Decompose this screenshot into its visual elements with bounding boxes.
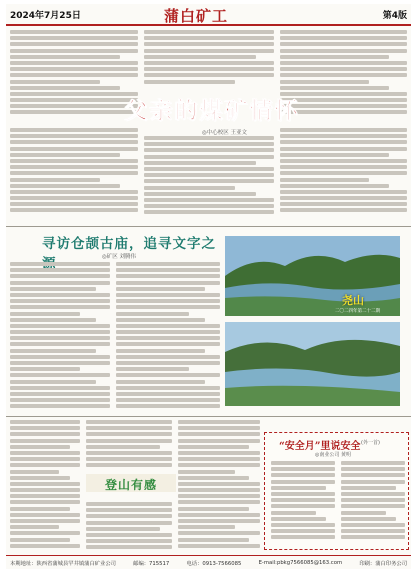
text-line bbox=[144, 186, 235, 190]
text-line bbox=[10, 355, 110, 359]
footer-address: 本期地址：陕西省蒲城县罕井镇蒲白矿业公司 bbox=[10, 560, 116, 567]
text-line bbox=[178, 451, 260, 455]
text-line bbox=[86, 463, 172, 467]
text-line bbox=[10, 80, 100, 84]
text-line bbox=[280, 165, 407, 169]
text-line bbox=[178, 507, 249, 511]
text-line bbox=[144, 80, 235, 84]
safety-byline: ◎南业公司 黄明 bbox=[315, 452, 351, 458]
article2-byline: ◎矿区 刘腾伟 bbox=[102, 254, 137, 260]
text-line bbox=[341, 511, 386, 515]
text-line bbox=[10, 386, 110, 390]
text-line bbox=[116, 398, 220, 402]
text-line bbox=[10, 476, 70, 480]
text-line bbox=[86, 420, 172, 424]
text-line bbox=[10, 519, 80, 523]
text-line bbox=[116, 355, 220, 359]
text-line bbox=[10, 349, 96, 353]
photo-river-valley bbox=[225, 322, 400, 406]
text-line bbox=[271, 461, 335, 465]
text-line bbox=[178, 538, 249, 542]
text-line bbox=[10, 153, 120, 157]
text-line bbox=[271, 535, 335, 539]
text-line bbox=[86, 502, 172, 506]
text-line bbox=[341, 504, 405, 508]
text-line bbox=[144, 198, 274, 202]
article1-col2 bbox=[144, 30, 274, 90]
text-line bbox=[10, 86, 120, 90]
text-line bbox=[86, 426, 172, 430]
text-line bbox=[10, 147, 138, 151]
text-line bbox=[10, 274, 110, 278]
text-line bbox=[341, 529, 405, 533]
text-line bbox=[10, 330, 110, 334]
article3-col1 bbox=[10, 420, 80, 552]
text-line bbox=[144, 173, 274, 177]
article3-col2 bbox=[86, 420, 172, 470]
article2-col1 bbox=[10, 262, 110, 412]
text-line bbox=[10, 305, 110, 309]
article3-title-text: 登山有感 bbox=[104, 478, 157, 492]
text-line bbox=[178, 457, 260, 461]
text-line bbox=[86, 451, 172, 455]
text-line bbox=[116, 336, 220, 340]
text-line bbox=[116, 274, 220, 278]
text-line bbox=[144, 192, 256, 196]
text-line bbox=[280, 190, 407, 194]
text-line bbox=[280, 140, 407, 144]
text-line bbox=[280, 49, 407, 53]
text-line bbox=[178, 482, 260, 486]
text-line bbox=[144, 42, 274, 46]
footer-phone: 电话：0913-7566085 bbox=[186, 560, 242, 567]
text-line bbox=[10, 380, 96, 384]
text-line bbox=[10, 494, 80, 498]
text-line bbox=[10, 293, 110, 297]
text-line bbox=[10, 457, 80, 461]
photo-date: 二〇二四年第二十二期 bbox=[335, 309, 380, 314]
text-line bbox=[280, 178, 369, 182]
text-line bbox=[341, 473, 405, 477]
text-line bbox=[86, 457, 172, 461]
article2-title bbox=[42, 232, 222, 250]
text-line bbox=[271, 511, 316, 515]
text-line bbox=[280, 36, 407, 40]
text-line bbox=[271, 492, 335, 496]
article2-col2 bbox=[116, 262, 220, 412]
text-line bbox=[10, 507, 70, 511]
text-line bbox=[271, 504, 335, 508]
text-line bbox=[10, 342, 110, 346]
text-line bbox=[116, 361, 220, 365]
text-line bbox=[86, 432, 172, 436]
text-line bbox=[178, 531, 260, 535]
text-line bbox=[144, 73, 274, 77]
text-line bbox=[10, 178, 100, 182]
safety-col2 bbox=[341, 461, 405, 545]
text-line bbox=[341, 492, 405, 496]
text-line bbox=[86, 445, 160, 449]
masthead bbox=[6, 4, 411, 26]
text-line bbox=[178, 420, 260, 424]
text-line bbox=[271, 473, 335, 477]
text-line bbox=[144, 179, 274, 183]
text-line bbox=[10, 268, 110, 272]
text-line bbox=[144, 136, 274, 140]
text-line bbox=[10, 544, 80, 548]
article3-col2b bbox=[86, 502, 172, 552]
safety-title: “安全月”里说安全 bbox=[279, 441, 361, 452]
text-line bbox=[10, 202, 138, 206]
text-line bbox=[144, 49, 274, 53]
text-line bbox=[10, 426, 80, 430]
text-line bbox=[10, 336, 110, 340]
text-line bbox=[10, 470, 59, 474]
article2-title-text: 寻访仓颉古庙，追寻文字之 bbox=[42, 236, 216, 252]
text-line bbox=[10, 165, 138, 169]
text-line bbox=[178, 476, 249, 480]
article1-col3b bbox=[280, 128, 407, 220]
text-line bbox=[280, 80, 369, 84]
text-line bbox=[178, 519, 260, 523]
safety-subtitle: (外一首) bbox=[361, 440, 380, 446]
text-line bbox=[10, 262, 110, 266]
article1-title-text: 父亲的煤矿情怀 bbox=[124, 97, 300, 124]
text-line bbox=[280, 55, 389, 59]
text-line bbox=[116, 268, 220, 272]
text-line bbox=[280, 153, 389, 157]
text-line bbox=[341, 517, 396, 521]
text-line bbox=[280, 42, 407, 46]
text-line bbox=[10, 367, 80, 371]
text-line bbox=[341, 523, 405, 527]
text-line bbox=[10, 171, 138, 175]
text-line bbox=[10, 128, 138, 132]
text-line bbox=[280, 171, 407, 175]
text-line bbox=[144, 67, 274, 71]
text-line bbox=[10, 500, 80, 504]
text-line bbox=[280, 202, 407, 206]
text-line bbox=[86, 439, 172, 443]
footer-email: E-mail:pbkg7566085@163.com bbox=[258, 559, 343, 566]
text-line bbox=[280, 184, 389, 188]
text-line bbox=[10, 439, 80, 443]
text-line bbox=[10, 42, 138, 46]
landscape-photo bbox=[225, 236, 400, 406]
text-line bbox=[10, 312, 80, 316]
text-line bbox=[10, 73, 138, 77]
text-line bbox=[10, 184, 120, 188]
text-line bbox=[116, 380, 205, 384]
text-line bbox=[144, 161, 256, 165]
text-line bbox=[178, 544, 260, 548]
text-line bbox=[116, 293, 220, 297]
article1-col1b bbox=[10, 128, 138, 220]
text-line bbox=[86, 514, 172, 518]
article3-col3 bbox=[178, 420, 260, 552]
text-line bbox=[86, 508, 172, 512]
text-line bbox=[116, 312, 189, 316]
text-line bbox=[10, 36, 138, 40]
text-line bbox=[178, 463, 260, 467]
text-line bbox=[10, 404, 110, 408]
text-line bbox=[10, 30, 138, 34]
text-line bbox=[178, 513, 260, 517]
text-line bbox=[280, 73, 407, 77]
text-line bbox=[86, 527, 160, 531]
text-line bbox=[280, 147, 407, 151]
text-line bbox=[341, 461, 405, 465]
text-line bbox=[86, 545, 172, 549]
photo-caption: 尧山 bbox=[342, 294, 364, 307]
footer-printer: 印刷：蒲白印务公司 bbox=[359, 560, 407, 567]
text-line bbox=[10, 67, 138, 71]
article1-col2b bbox=[144, 136, 274, 220]
text-line bbox=[341, 535, 405, 539]
text-line bbox=[10, 287, 96, 291]
text-line bbox=[178, 426, 260, 430]
text-line bbox=[280, 67, 407, 71]
text-line bbox=[10, 134, 138, 138]
text-line bbox=[144, 61, 274, 65]
text-line bbox=[144, 148, 274, 152]
text-line bbox=[10, 55, 120, 59]
text-line bbox=[116, 367, 189, 371]
text-line bbox=[280, 208, 407, 212]
text-line bbox=[144, 155, 274, 159]
text-line bbox=[116, 324, 220, 328]
text-line bbox=[116, 373, 220, 377]
text-line bbox=[116, 404, 220, 408]
text-line bbox=[280, 134, 407, 138]
text-line bbox=[10, 398, 110, 402]
text-line bbox=[10, 208, 138, 212]
text-line bbox=[116, 305, 220, 309]
text-line bbox=[10, 420, 80, 424]
text-line bbox=[10, 281, 110, 285]
text-line bbox=[116, 262, 220, 266]
text-line bbox=[178, 494, 260, 498]
text-line bbox=[341, 467, 405, 471]
text-line bbox=[10, 451, 80, 455]
text-line bbox=[144, 55, 256, 59]
text-line bbox=[341, 486, 396, 490]
page-number: 第4版 bbox=[382, 11, 407, 21]
text-line bbox=[10, 49, 138, 53]
text-line bbox=[10, 463, 80, 467]
text-line bbox=[116, 299, 220, 303]
footer bbox=[6, 555, 411, 569]
text-line bbox=[280, 61, 407, 65]
footer-postcode: 邮编：715517 bbox=[133, 560, 170, 567]
text-line bbox=[10, 432, 80, 436]
text-line bbox=[280, 196, 407, 200]
text-line bbox=[271, 523, 335, 527]
text-line bbox=[144, 36, 274, 40]
text-line bbox=[10, 159, 138, 163]
text-line bbox=[10, 538, 70, 542]
photo-mountain-lake bbox=[225, 236, 400, 316]
text-line bbox=[86, 521, 172, 525]
article1-byline: ◎中心校区 王亚文 bbox=[202, 130, 248, 136]
text-line bbox=[10, 373, 110, 377]
text-line bbox=[10, 140, 138, 144]
safety-poem-box bbox=[264, 432, 409, 550]
text-line bbox=[116, 349, 205, 353]
newspaper-page bbox=[6, 4, 411, 569]
text-line bbox=[86, 533, 172, 537]
issue-date: 2024年7月25日 bbox=[10, 11, 81, 21]
text-line bbox=[178, 488, 260, 492]
text-line bbox=[144, 142, 274, 146]
text-line bbox=[10, 525, 59, 529]
text-line bbox=[280, 159, 407, 163]
text-line bbox=[86, 539, 172, 543]
text-line bbox=[10, 531, 80, 535]
text-line bbox=[10, 482, 80, 486]
text-line bbox=[10, 324, 110, 328]
text-line bbox=[178, 432, 260, 436]
text-line bbox=[178, 500, 260, 504]
text-line bbox=[271, 529, 335, 533]
text-line bbox=[10, 299, 110, 303]
text-line bbox=[341, 480, 405, 484]
text-line bbox=[116, 330, 220, 334]
text-line bbox=[10, 196, 138, 200]
article1-title bbox=[102, 92, 322, 124]
text-line bbox=[280, 128, 407, 132]
text-line bbox=[10, 190, 138, 194]
text-line bbox=[116, 392, 220, 396]
text-line bbox=[271, 467, 335, 471]
text-line bbox=[178, 525, 235, 529]
text-line bbox=[341, 498, 405, 502]
text-line bbox=[10, 61, 138, 65]
text-line bbox=[178, 445, 249, 449]
text-line bbox=[280, 30, 407, 34]
text-line bbox=[178, 439, 260, 443]
text-line bbox=[144, 210, 274, 214]
text-line bbox=[280, 86, 389, 90]
text-line bbox=[144, 30, 274, 34]
text-line bbox=[10, 318, 96, 322]
text-line bbox=[10, 361, 110, 365]
text-line bbox=[271, 480, 335, 484]
section-divider bbox=[6, 226, 411, 227]
text-line bbox=[271, 517, 326, 521]
paper-name: 蒲白矿工 bbox=[164, 7, 229, 25]
text-line bbox=[10, 445, 70, 449]
text-line bbox=[116, 287, 205, 291]
safety-col1 bbox=[271, 461, 335, 545]
text-line bbox=[116, 281, 220, 285]
text-line bbox=[271, 498, 335, 502]
article3-title bbox=[86, 474, 176, 492]
text-line bbox=[10, 392, 110, 396]
text-line bbox=[116, 342, 220, 346]
text-line bbox=[144, 167, 274, 171]
text-line bbox=[116, 318, 205, 322]
text-line bbox=[271, 486, 326, 490]
text-line bbox=[144, 204, 274, 208]
text-line bbox=[10, 488, 80, 492]
text-line bbox=[178, 470, 235, 474]
text-line bbox=[10, 513, 80, 517]
section-divider-2 bbox=[6, 416, 411, 417]
text-line bbox=[116, 386, 220, 390]
